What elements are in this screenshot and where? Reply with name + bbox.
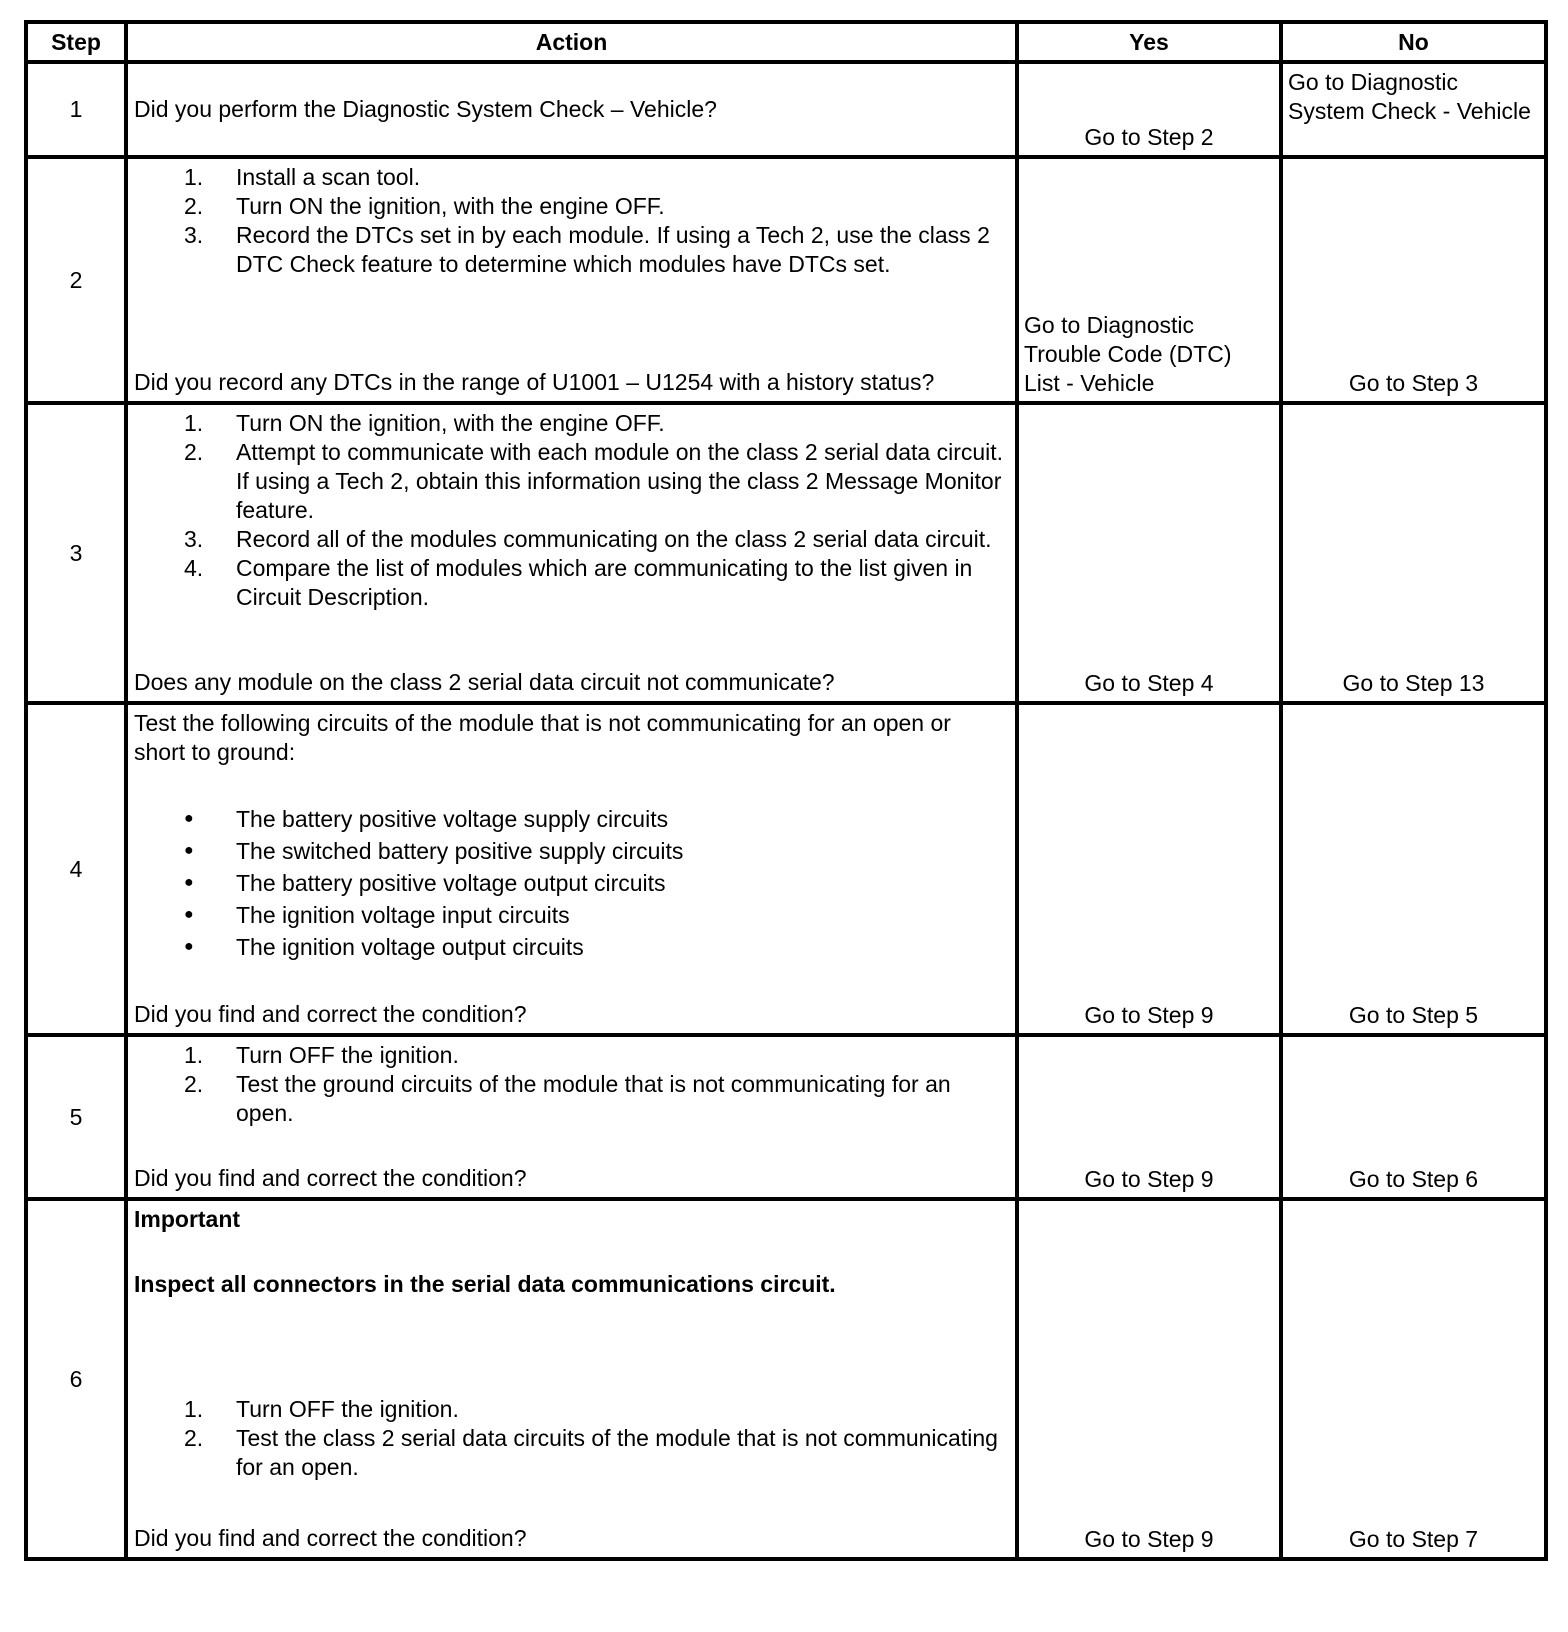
step-number: 1 xyxy=(26,62,126,157)
list-item: 4. Compare the list of modules which are communicating to the list given in Circuit Description. xyxy=(184,555,973,610)
action-steps xyxy=(134,409,1007,612)
list-item: 3. Record all of the modules communicating on the class 2 serial data circuit. xyxy=(184,526,992,552)
list-item: 1. Install a scan tool. xyxy=(184,164,421,190)
yes-cell xyxy=(1017,703,1281,1035)
yes-result: Go to Step 2 xyxy=(1084,124,1214,150)
no-cell xyxy=(1281,1199,1546,1559)
header-row xyxy=(26,22,1546,62)
step-number: 2 xyxy=(26,157,126,403)
action-question: Did you find and correct the condition? xyxy=(134,1165,527,1191)
list-item: ● The switched battery positive supply circuits xyxy=(134,835,1007,867)
yes-cell xyxy=(1017,1199,1281,1559)
action-cell xyxy=(126,157,1017,403)
no-result: Go to Step 3 xyxy=(1348,370,1479,396)
yes-result: Go to Step 9 xyxy=(1084,1526,1214,1552)
no-cell xyxy=(1281,1035,1546,1199)
no-result: Go to Step 6 xyxy=(1348,1166,1479,1192)
list-item: 3. Record the DTCs set in by each module. If using a Tech 2, use the class 2 DTC Check feature to determine which modules have DTCs set. xyxy=(184,222,990,277)
header-no: No xyxy=(1281,22,1546,62)
yes-result: Go to Step 9 xyxy=(1084,1002,1214,1028)
table-row xyxy=(26,1199,1546,1559)
list-item: 2. Turn ON the ignition, with the engine OFF. xyxy=(184,193,665,219)
step-number: 6 xyxy=(26,1199,126,1559)
list-item: 2. Test the class 2 serial data circuits of the module that is not communicating for an open. xyxy=(184,1425,998,1480)
list-item: ● The battery positive voltage output circuits xyxy=(134,867,1007,899)
no-result: Go to Step 13 xyxy=(1342,670,1485,696)
no-result: Go to Step 7 xyxy=(1348,1526,1479,1552)
step-number: 3 xyxy=(26,403,126,703)
list-item: 1. Turn OFF the ignition. xyxy=(184,1396,459,1422)
yes-result: Go to Diagnostic Trouble Code (DTC) List - Vehicle xyxy=(1024,312,1232,396)
action-question: Did you find and correct the condition? xyxy=(134,1525,527,1551)
table-row xyxy=(26,703,1546,1035)
table-row xyxy=(26,157,1546,403)
list-item: ● The battery positive voltage supply circuits xyxy=(134,803,1007,835)
no-cell xyxy=(1281,703,1546,1035)
no-result: Go to Diagnostic System Check - Vehicle xyxy=(1288,69,1531,124)
list-item: ● The ignition voltage output circuits xyxy=(134,931,1007,963)
header-yes: Yes xyxy=(1017,22,1281,62)
diagnostic-table xyxy=(24,20,1548,1561)
action-question: Did you record any DTCs in the range of U1001 – U1254 with a history status? xyxy=(134,369,935,395)
list-item: 1. Turn OFF the ignition. xyxy=(184,1042,459,1068)
action-cell xyxy=(126,62,1017,157)
header-action: Action xyxy=(126,22,1017,62)
important-label: Important xyxy=(134,1206,241,1232)
action-question: Did you find and correct the condition? xyxy=(134,1001,527,1027)
list-item: 1. Turn ON the ignition, with the engine OFF. xyxy=(184,410,665,436)
action-intro: Test the following circuits of the module that is not communicating for an open or short to ground: xyxy=(134,710,951,765)
step-number: 4 xyxy=(26,703,126,1035)
no-cell xyxy=(1281,62,1546,157)
important-text: Inspect all connectors in the serial data communications circuit. xyxy=(134,1271,836,1297)
no-cell xyxy=(1281,157,1546,403)
yes-cell xyxy=(1017,157,1281,403)
header-step: Step xyxy=(26,22,126,62)
action-steps xyxy=(134,1041,1007,1128)
yes-result: Go to Step 4 xyxy=(1084,670,1214,696)
action-cell xyxy=(126,1035,1017,1199)
yes-cell xyxy=(1017,62,1281,157)
action-steps xyxy=(134,163,1007,279)
action-question: Did you perform the Diagnostic System Check – Vehicle? xyxy=(134,96,717,122)
no-result: Go to Step 5 xyxy=(1348,1002,1479,1028)
step-number: 5 xyxy=(26,1035,126,1199)
action-steps xyxy=(134,1395,1007,1482)
yes-result: Go to Step 9 xyxy=(1084,1166,1214,1192)
list-item: ● The ignition voltage input circuits xyxy=(134,899,1007,931)
action-question: Does any module on the class 2 serial data circuit not communicate? xyxy=(134,669,835,695)
action-cell xyxy=(126,1199,1017,1559)
action-cell xyxy=(126,403,1017,703)
list-item: 2. Attempt to communicate with each module on the class 2 serial data circuit. If using a Tech 2, obtain this information using the class 2 Message Monitor feature. xyxy=(184,439,1004,523)
list-item: 2. Test the ground circuits of the module that is not communicating for an open. xyxy=(184,1071,951,1126)
table-row xyxy=(26,1035,1546,1199)
yes-cell xyxy=(1017,1035,1281,1199)
no-cell xyxy=(1281,403,1546,703)
action-cell xyxy=(126,703,1017,1035)
circuit-list xyxy=(134,803,1007,963)
table-row xyxy=(26,62,1546,157)
table-row xyxy=(26,403,1546,703)
yes-cell xyxy=(1017,403,1281,703)
